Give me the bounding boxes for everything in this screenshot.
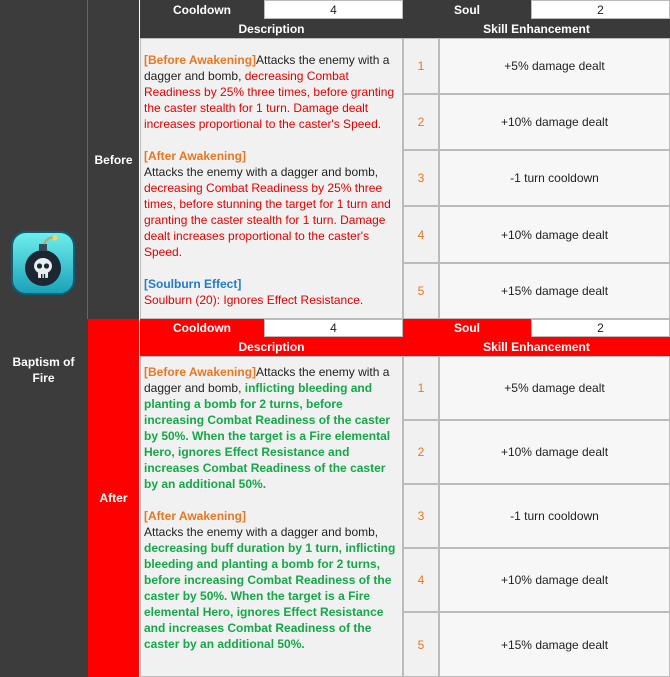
after-side-label xyxy=(87,319,139,677)
after-soul-value: 2 xyxy=(531,319,670,337)
before-post-awakening-text: Attacks the enemy with a dagger and bomb, decreasing Combat Readiness by 25% three times, before stunning the target for 1 turn and granting the caster stealth for 1 turn. Damage dealt increases proportional to the caster's Speed. xyxy=(144,165,391,259)
before-awakening-tag: [Before Awakening] xyxy=(144,53,257,67)
before-enh-level-5: 5 xyxy=(403,263,439,319)
after-enh-text-1: +5% damage dealt xyxy=(439,356,670,420)
before-enhancement-header: Skill Enhancement xyxy=(403,19,670,38)
before-soul-value: 2 xyxy=(531,0,670,19)
after-enh-text-5: +15% damage dealt xyxy=(439,612,670,677)
before-enh-level-4: 4 xyxy=(403,206,439,263)
skill-name: Baptism of Fire xyxy=(12,355,75,385)
after-enh-level-1: 1 xyxy=(403,356,439,420)
soulburn-tag: [Soulburn Effect] xyxy=(144,277,242,291)
after-enh-level-2: 2 xyxy=(403,420,439,484)
before-enh-text-1: +5% damage dealt xyxy=(439,38,670,94)
before-description xyxy=(140,38,403,319)
before-cooldown-value: 4 xyxy=(264,0,403,19)
after-label-text: After xyxy=(99,491,128,505)
after-after-awakening-tag: [After Awakening] xyxy=(144,509,247,523)
after-pre-awakening-text: [Before Awakening]Attacks the enemy with a dagger and bomb, inflicting bleeding and planting a bomb for 2 turns, before increasing Combat Readiness of the caster by 50%. When the target is a Fire elemental Hero, ignores Effect Resistance and increases Combat Readiness of the caster by an additional 50%. xyxy=(144,365,391,491)
before-enh-level-3: 3 xyxy=(403,150,439,206)
after-enh-text-3: -1 turn cooldown xyxy=(439,484,670,548)
after-soul-label: Soul xyxy=(403,319,531,337)
before-label-text: Before xyxy=(94,152,133,167)
after-enh-level-3: 3 xyxy=(403,484,439,548)
before-enh-text-5: +15% damage dealt xyxy=(439,263,670,319)
before-enh-text-2: +10% damage dealt xyxy=(439,94,670,150)
before-enh-text-4: +10% damage dealt xyxy=(439,206,670,263)
soulburn-text: Soulburn (20): Ignores Effect Resistance. xyxy=(144,293,364,307)
before-soul-label: Soul xyxy=(403,0,531,19)
after-enh-text-4: +10% damage dealt xyxy=(439,548,670,612)
after-cooldown-value: 4 xyxy=(264,319,403,337)
after-before-awakening-tag: [Before Awakening] xyxy=(144,365,257,379)
after-cooldown-label: Cooldown xyxy=(140,319,264,337)
after-enh-text-2: +10% damage dealt xyxy=(439,420,670,484)
after-enh-level-4: 4 xyxy=(403,548,439,612)
skill-icon xyxy=(10,230,76,296)
after-description xyxy=(140,356,403,677)
before-enh-text-3: -1 turn cooldown xyxy=(439,150,670,206)
before-pre-awakening-text: [Before Awakening]Attacks the enemy with a dagger and bomb, decreasing Combat Readiness by 25% three times, before granting the caster stealth for 1 turn. Damage dealt increases proportional to the caster's Speed. xyxy=(144,53,395,131)
before-side-label xyxy=(87,0,139,319)
before-description-header: Description xyxy=(140,19,403,38)
before-cooldown-label: Cooldown xyxy=(140,0,264,19)
after-enhancement-header: Skill Enhancement xyxy=(403,337,670,356)
before-enh-level-2: 2 xyxy=(403,94,439,150)
after-awakening-tag: [After Awakening] xyxy=(144,149,247,163)
before-enh-level-1: 1 xyxy=(403,38,439,94)
after-description-header: Description xyxy=(140,337,403,356)
after-enh-level-5: 5 xyxy=(403,612,439,677)
skill-name-column xyxy=(0,0,87,677)
after-post-awakening-text: Attacks the enemy with a dagger and bomb, decreasing buff duration by 1 turn, inflicting bleeding and planting a bomb for 2 turns, before increasing Combat Readiness of the caster by 50%. When the target is a Fire elemental Hero, ignores Effect Resistance and increases Combat Readiness of the caster by an additional 50%. xyxy=(144,525,396,651)
